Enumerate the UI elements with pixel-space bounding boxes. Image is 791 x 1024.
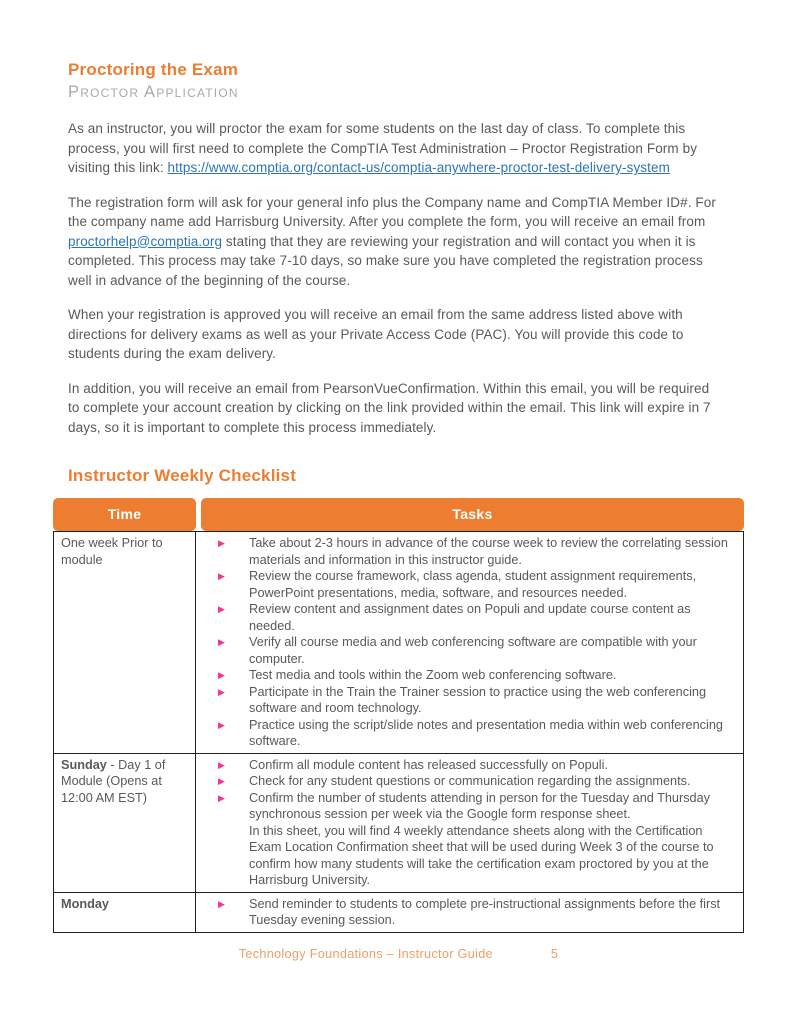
time-cell [54,532,196,753]
task-text: Participate in the Train the Trainer session to practice using the web conferencing software and room technology. [249,684,707,715]
checklist-heading: Instructor Weekly Checklist [68,466,297,485]
bullet-arrow-icon: ▶ [218,538,225,548]
task-item [218,568,735,601]
task-text: Practice using the script/slide notes and presentation media within web conferencing software. [249,717,723,748]
paragraph-text: stating that they are reviewing your registration and will contact you when it is completed. This process may take 7-10 days, so make sure you have completed the registration process well in advance of the beginning of the course. [68,233,703,288]
time-text: - Day 1 of Module (Opens at 12:00 AM EST) [61,757,166,805]
page-subtitle: Proctor Application [68,83,239,101]
table-body [53,531,744,933]
task-item [218,757,735,774]
paragraph-text: The registration form will ask for your general info plus the Company name and CompTIA Member ID#. For the company name add Harrisburg University. After you complete the form, you will receive an email from [68,194,716,229]
task-item [218,684,735,717]
paragraph-text: As an instructor, you will proctor the exam for some students on the last day of class. To complete this process, you will first need to complete the CompTIA Test Administration – Proctor Registration Form by visiting this link: [68,121,698,175]
paragraph-3 [68,305,716,364]
footer-document-title: Technology Foundations – Instructor Guide [238,946,493,961]
task-text: Review the course framework, class agenda, student assignment requirements, PowerPoint presentations, media, software, and resources needed. [249,569,697,600]
table-header-row [53,498,744,531]
task-item [218,773,735,790]
task-item [218,823,735,889]
tasks-cell [196,532,743,753]
table-row [54,754,743,893]
task-text: Review content and assignment dates on Populi and update course content as needed. [249,602,691,633]
time-text: Sunday [61,757,107,772]
task-item [218,634,735,667]
paragraph-text: When your registration is approved you will receive an email from the same address listed above with directions for delivery exams as well as your Private Access Code (PAC). You will provide this code to students during the exam delivery. [68,307,684,361]
bullet-arrow-icon: ▶ [218,792,225,803]
bullet-arrow-icon: ▶ [218,898,225,909]
hyperlink[interactable]: https://www.comptia.org/contact-us/comptia-anywhere-proctor-test-delivery-system [167,160,670,175]
task-text: Check for any student questions or communication regarding the assignments. [249,774,691,788]
task-text: Send reminder to students to complete pre-instructional assignments before the first Tuesday evening session. [249,896,721,927]
task-item [218,896,735,929]
column-header-tasks: Tasks [201,498,744,531]
tasks-cell [196,893,743,932]
paragraph-4 [68,379,716,438]
task-text: Confirm all module content has released successfully on Populi. [249,757,608,772]
footer-page-number: 5 [550,946,559,961]
weekly-checklist-table [53,498,744,933]
time-text: Monday [61,896,109,911]
paragraph-1 [68,119,716,178]
paragraph-text: In addition, you will receive an email from PearsonVueConfirmation. Within this email, you will be required to complete your account creation by clicking on the link provided within the email. This link will expire in 7 days, so it is important to complete this process immediately. [68,380,711,435]
page-title: Proctoring the Exam [68,60,239,79]
bullet-arrow-icon: ▶ [218,637,225,647]
task-item [218,790,735,823]
bullet-arrow-icon: ▶ [218,604,225,614]
table-row [54,893,743,932]
time-text: One week Prior to module [61,536,163,567]
table-row [54,532,743,754]
bullet-arrow-icon: ▶ [218,686,225,697]
page-footer [53,947,744,961]
time-cell [54,893,196,932]
paragraph-2 [68,193,716,291]
time-cell [54,754,196,892]
hyperlink[interactable]: proctorhelp@comptia.org [68,233,223,249]
task-text: Take about 2-3 hours in advance of the course week to review the correlating session materials and information in this instructor guide. [249,536,728,567]
bullet-arrow-icon: ▶ [218,776,225,786]
bullet-arrow-icon: ▶ [218,571,225,581]
task-text: Verify all course media and web conferencing software are compatible with your computer. [249,635,697,666]
column-header-time: Time [53,498,196,531]
task-text: Confirm the number of students attending in person for the Tuesday and Thursday synchronous session per week via the Google form response sheet. [249,790,711,821]
task-item [218,535,735,568]
bullet-arrow-icon: ▶ [218,719,225,730]
task-text: In this sheet, you will find 4 weekly attendance sheets along with the Certification Exam Location Confirmation sheet that will be used during Week 3 of the course to confirm how many students will take the certification exam proctored by you at the Harrisburg University. [249,823,714,887]
bullet-arrow-icon: ▶ [218,759,225,770]
task-item [218,717,735,750]
task-item [218,601,735,634]
tasks-cell [196,754,743,892]
bullet-arrow-icon: ▶ [218,670,225,680]
task-text: Test media and tools within the Zoom web conferencing software. [249,668,617,682]
task-item [218,667,735,684]
bullet-spacer [218,823,249,889]
body-paragraphs [68,119,716,437]
